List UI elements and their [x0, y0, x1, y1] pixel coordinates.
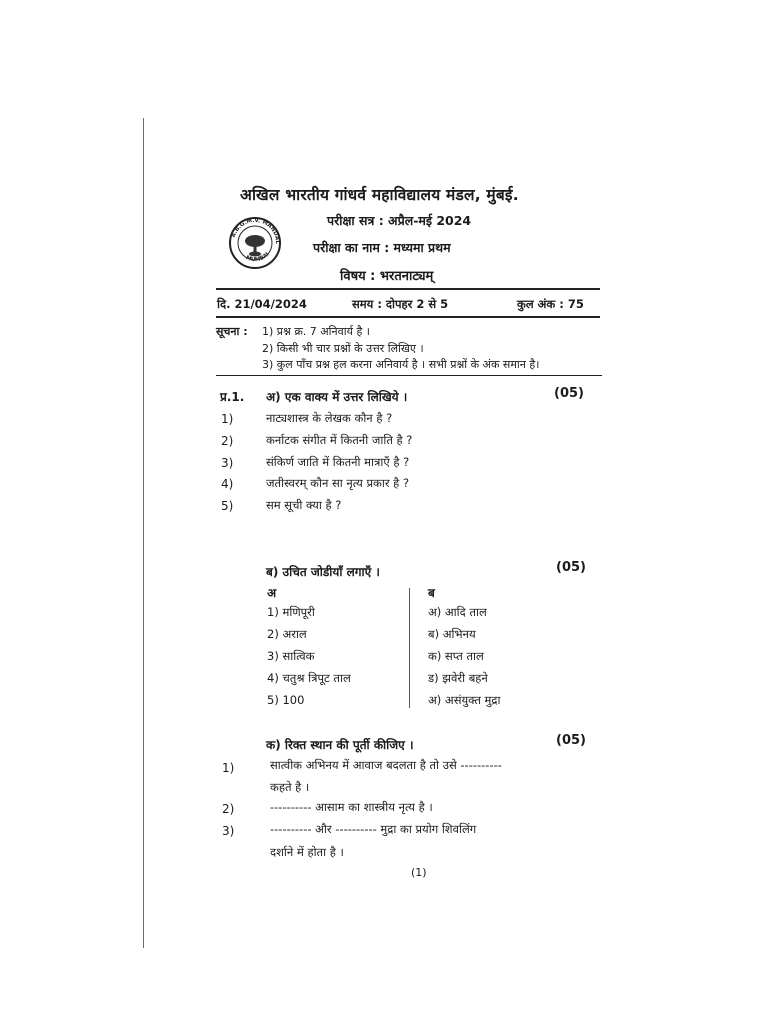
scan-margin-line — [143, 118, 144, 948]
column-b-header: ब — [428, 586, 435, 600]
match-right-item: ब) अभिनय — [428, 627, 476, 641]
page-number: (1) — [411, 866, 427, 879]
question-text: जतीस्वरम् कौन सा नृत्य प्रकार है ? — [266, 476, 410, 490]
section-b-heading: ब) उचित जोडीयाँ लगाएँ । — [266, 565, 380, 579]
blank-question-text: सात्वीक अभिनय में आवाज बदलता है तो उसे ---------- — [270, 758, 502, 772]
section-a-marks: (05) — [554, 386, 584, 401]
logo-top-text: A.B.G.M.V. MANDAL — [230, 217, 281, 245]
instruction-item: 3) कुल पाँच प्रश्न हल करना अनिवार्य है । सभी प्रश्नों के अंक समान है। — [262, 358, 540, 371]
section-c-marks: (05) — [556, 733, 586, 748]
blank-question-text: ---------- आसाम का शास्त्रीय नृत्य है । — [270, 800, 433, 814]
header-rule-top — [216, 288, 600, 290]
question-text: सम सूची क्या है ? — [266, 498, 342, 512]
match-left-item: 3) सात्विक — [267, 649, 315, 663]
section-b-marks: (05) — [556, 560, 586, 575]
section-c-heading: क) रिक्त स्थान की पूर्ती कीजिए । — [266, 738, 414, 752]
match-right-item: अ) आदि ताल — [428, 605, 487, 619]
instructions-rule — [216, 375, 602, 376]
blank-question-text: दर्शाने में होता है । — [270, 845, 344, 859]
logo-bottom-text: MUMBAI — [244, 251, 271, 264]
match-column-divider — [409, 588, 410, 708]
match-right-item: ड) झवेरी बहने — [428, 671, 488, 685]
item-number: 3) — [222, 824, 235, 838]
tanpura-emblem-icon — [245, 235, 265, 257]
question-text: नाट्यशास्त्र के लेखक कौन है ? — [266, 411, 393, 425]
item-number: 5) — [221, 499, 234, 513]
match-left-item: 1) मणिपूरी — [267, 605, 315, 619]
item-number: 4) — [221, 477, 234, 491]
section-a-heading: अ) एक वाक्य में उत्तर लिखिये । — [266, 390, 408, 404]
match-right-item: अ) असंयुक्त मुद्रा — [428, 693, 501, 707]
blank-question-text: कहते है । — [270, 780, 310, 794]
blank-question-text: ---------- और ---------- मुद्रा का प्रयोग शिवलिंग — [270, 822, 477, 836]
item-number: 1) — [221, 412, 234, 426]
total-marks: कुल अंक : 75 — [517, 297, 584, 311]
institution-title: अखिल भारतीय गांधर्व महाविद्यालय मंडल, मुंबई. — [240, 186, 519, 204]
exam-name: परीक्षा का नाम : मध्यमा प्रथम — [313, 240, 451, 255]
item-number: 3) — [221, 456, 234, 470]
instruction-item: 1) प्रश्न क्र. 7 अनिवार्य है । — [262, 325, 370, 338]
match-left-item: 4) चतुश्र त्रिपूट ताल — [267, 671, 351, 685]
instructions-label: सूचना : — [216, 325, 248, 338]
match-left-item: 5) 100 — [267, 693, 305, 707]
question-text: संकिर्ण जाति में कितनी मात्राएँ है ? — [266, 455, 410, 469]
item-number: 2) — [221, 434, 234, 448]
exam-subject: विषय : भरतनाट्यम् — [340, 269, 434, 284]
match-left-item: 2) अराल — [267, 627, 307, 641]
exam-time: समय : दोपहर 2 से 5 — [352, 297, 449, 311]
question-text: कर्नाटक संगीत में कितनी जाति है ? — [266, 433, 413, 447]
mandal-logo — [228, 216, 282, 270]
header-rule-bottom — [216, 316, 600, 318]
item-number: 2) — [222, 802, 235, 816]
exam-session: परीक्षा सत्र : अप्रैल-मई 2024 — [327, 213, 472, 228]
item-number: 1) — [222, 761, 235, 775]
exam-date: दि. 21/04/2024 — [217, 297, 307, 311]
instruction-item: 2) किसी भी चार प्रश्नों के उत्तर लिखिए । — [262, 342, 424, 355]
question-number: प्र.1. — [220, 390, 245, 404]
match-right-item: क) सप्त ताल — [428, 649, 484, 663]
column-a-header: अ — [267, 586, 277, 600]
